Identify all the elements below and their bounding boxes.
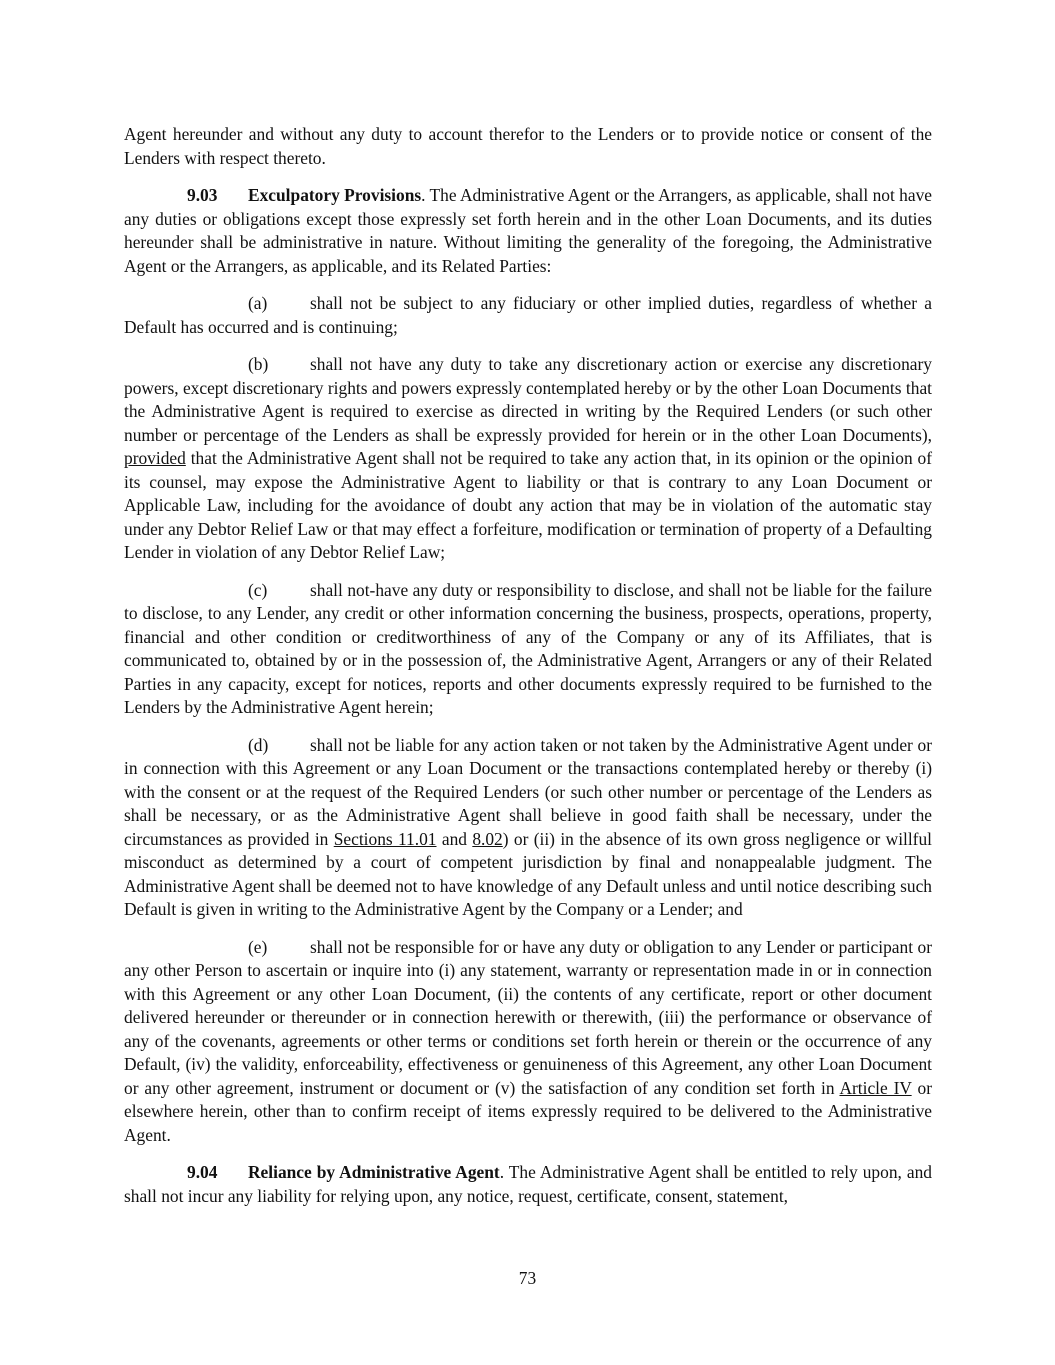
section-reference-11-01: Sections 11.01 <box>333 828 437 849</box>
clause-text-continued: that the Administrative Agent shall not be required to take any action that, in its opinion or the opinion of its counsel, may expose the Administrative Agent to liability or that is contrary to any Loan Document or Applicable Law, including for the avoidance of doubt any action that may be in violation of the automatic stay under any Debtor Relief Law or that may effect a forfeiture, modification or termination of property of a Defaulting Lender in violation of any Debtor Relief Law; <box>124 448 932 562</box>
page-body <box>124 123 932 1222</box>
section-9-03 <box>124 184 932 278</box>
clause-a <box>124 292 932 339</box>
clause-d <box>124 734 932 922</box>
clause-text: shall not be liable for any action taken or not taken by the Administrative Agent under or in connection with this Agreement or any Loan Document or the transactions contemplated hereby or thereby (i) with the consent or at the request of the Required Lenders (or such other number or percentage of the Lenders as shall be necessary, or as the Administrative Agent shall believe in good faith shall be necessary, under the circumstances as provided in <box>124 734 932 849</box>
clause-b <box>124 353 932 565</box>
clause-text: shall not have any duty to take any discretionary action or exercise any discretionary powers, except discretionary rights and powers expressly contemplated hereby or by the other Loan Documents that the Administrative Agent is required to exercise as directed in writing by the Required Lenders (or such other number or percentage of the Lenders as shall be expressly provided for herein or in the other Loan Documents), <box>124 354 932 445</box>
section-title: Exculpatory Provisions <box>248 185 422 205</box>
clause-text-continued: or elsewhere herein, other than to confirm receipt of items expressly required to be delivered to the Administrative Agent. <box>124 1077 932 1145</box>
clause-text-continued: ) or (ii) in the absence of its own gross negligence or willful misconduct as determined by a court of competent jurisdiction by final and nonappealable judgment. The Administrative Agent shall be deemed not to have knowledge of any Default unless and until notice describing such Default is given in writing to the Administrative Agent by the Company or a Lender; and <box>124 828 933 919</box>
section-body: . The Administrative Agent shall be entitled to rely upon, and shall not incur any liability for relying upon, any notice, request, certificate, consent, statement, <box>124 1162 932 1206</box>
section-title: Reliance by Administrative Agent <box>248 1162 500 1182</box>
section-reference-8-02: 8.02 <box>472 828 503 849</box>
clause-label: (a) <box>248 293 268 313</box>
clause-e <box>124 936 932 1148</box>
page-number: 73 <box>518 1268 537 1288</box>
clause-text: shall not-have any duty or responsibility to disclose, and shall not be liable for the failure to disclose, to any Lender, any credit or other information concerning the business, prospects, operations, property, financial and other condition or creditworthiness of any of the Company or any of its Affiliates, that is communicated to, obtained by or in the possession of, the Administrative Agent, Arrangers or any of their Related Parties in any capacity, except for notices, reports and other documents expressly required to be furnished to the Lenders by the Administrative Agent herein; <box>124 579 932 717</box>
provided-term: provided <box>124 448 186 468</box>
clause-label: (d) <box>248 734 269 755</box>
clause-label: (b) <box>248 354 269 374</box>
section-number: 9.04 <box>187 1162 218 1182</box>
clause-label: (e) <box>248 936 268 957</box>
clause-text: shall not be subject to any fiduciary or other implied duties, regardless of whether a Default has occurred and is continuing; <box>124 293 932 337</box>
clause-text: shall not be responsible for or have any duty or obligation to any Lender or participant or any other Person to ascertain or inquire into (i) any statement, warranty or representation made in or in connection with this Agreement or any other Loan Document, (ii) the contents of any certificate, report or other document delivered hereunder or thereunder or in connection herewith or therewith, (iii) the performance or observance of any of the covenants, agreements or other terms or conditions set forth herein or therein or the occurrence of any Default, (iv) the validity, enforceability, effectiveness or genuineness of this Agreement, any other Loan Document or any other agreement, instrument or document or (v) the satisfaction of any condition set forth in <box>124 936 932 1098</box>
section-body: . The Administrative Agent or the Arrangers, as applicable, shall not have any duties or obligations except those expressly set forth herein and in the other Loan Documents, and its duties hereunder shall be administrative in nature. Without limiting the generality of the foregoing, the Administrative Agent or the Arrangers, as applicable, and its Related Parties: <box>124 185 932 276</box>
conjunction: and <box>436 828 473 849</box>
clause-c <box>124 579 932 720</box>
opening-paragraph: Agent hereunder and without any duty to account therefor to the Lenders or to provide notice or consent of the Lenders with respect thereto. <box>124 124 932 168</box>
article-reference: Article IV <box>839 1077 912 1098</box>
section-number: 9.03 <box>187 185 218 205</box>
clause-label: (c) <box>248 579 268 600</box>
section-9-04 <box>124 1161 932 1208</box>
